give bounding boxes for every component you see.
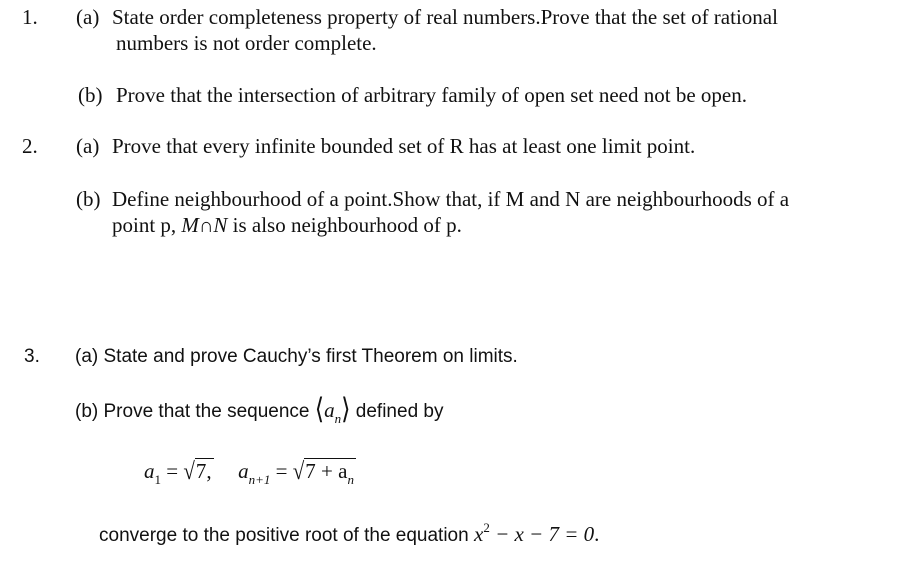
an1-symbol: a [238, 459, 249, 483]
sqrt-icon: √ [183, 457, 195, 485]
equation-period: . [594, 522, 600, 546]
a1-symbol: a [144, 459, 155, 483]
sqrt-seven-plus-an [304, 458, 356, 486]
an1-subscript: n+1 [248, 472, 271, 487]
sequence-notation: $⟨a_n⟩$ [314, 394, 351, 426]
sqrt-seven: 7, [195, 459, 212, 483]
radicand-subscript: n [347, 472, 354, 487]
question-3a-text: (a) State and prove Cauchy’s first Theorem on limits. [75, 346, 518, 367]
equation-exponent: 2 [483, 520, 490, 535]
question-3b-suffix: defined by [355, 401, 444, 422]
question-2a-label: (a) [76, 134, 100, 158]
question-2a-text: Prove that every infinite bounded set of R has at least one limit point. [112, 134, 696, 158]
equation-rest: − x − 7 = 0 [489, 522, 595, 546]
recurrence-formula [144, 458, 356, 487]
question-2b-label: (b) [76, 187, 101, 211]
question-3b-conclusion [99, 522, 599, 549]
sequence-subscript: n [334, 411, 342, 426]
question-1b-label: (b) [78, 83, 103, 107]
question-1a-line-2: numbers is not order complete. [116, 31, 377, 55]
equals-sign-1: = [161, 459, 184, 483]
question-2b-line-2-prefix: point p, [112, 213, 177, 237]
set-n-symbol: N [213, 213, 228, 237]
radicand: 7 + a [305, 459, 348, 483]
question-3b-text [75, 394, 444, 426]
question-1a-line-1: State order completeness property of real numbers.Prove that the set of rational [112, 5, 778, 29]
sqrt-icon: √ [292, 457, 305, 485]
sequence-symbol: a [324, 398, 335, 422]
equation [474, 522, 599, 546]
question-3-number: 3. [24, 346, 40, 367]
question-1-number: 1. [22, 5, 38, 29]
intersection-symbol: ∩ [198, 215, 214, 237]
question-1b-text: Prove that the intersection of arbitrary family of open set need not be open. [116, 83, 747, 107]
set-m-symbol: M [181, 213, 199, 237]
question-2b-line-1: Define neighbourhood of a point.Show that, if M and N are neighbourhoods of a [112, 187, 790, 211]
equals-sign-2: = [270, 459, 293, 483]
question-3b-prefix: (b) Prove that the sequence [75, 401, 310, 422]
question-2b-line-2 [112, 212, 462, 239]
a1-subscript: 1 [154, 472, 161, 487]
conclusion-text: converge to the positive root of the equation [99, 525, 469, 546]
question-2b-line-2-suffix: is also neighbourhood of p. [227, 213, 462, 237]
question-2-number: 2. [22, 134, 38, 158]
equation-x: x [473, 522, 484, 546]
question-1a-label: (a) [76, 5, 100, 29]
